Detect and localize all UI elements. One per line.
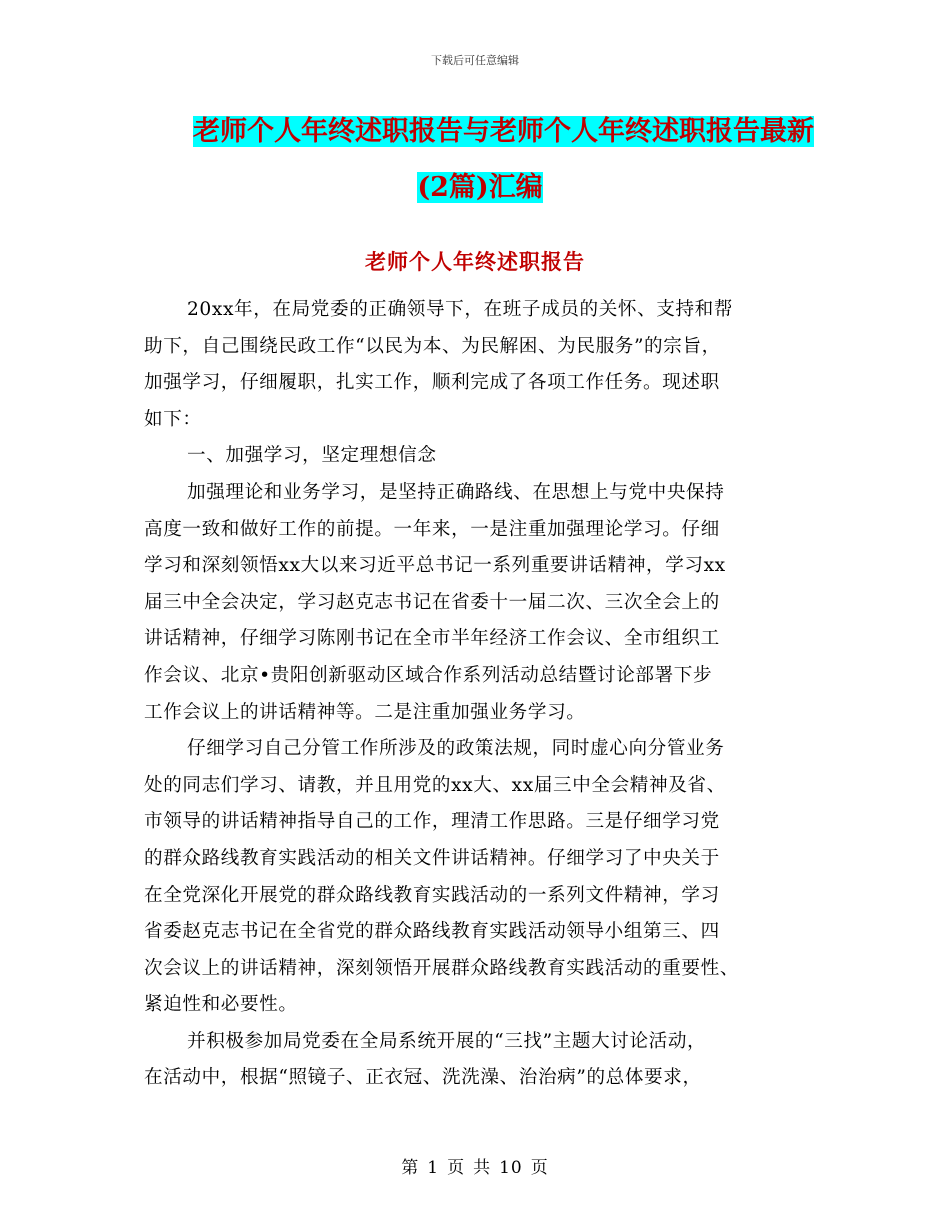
paragraph-line: 省委赵克志书记在全省党的群众路线教育实践活动领导小组第三、四 <box>144 921 720 943</box>
paragraph-line: 紧迫性和必要性。 <box>144 994 298 1016</box>
paragraph-line: 在活动中，根据“照镜子、正衣冠、洗洗澡、治治病”的总体要求， <box>144 1067 702 1089</box>
paragraph-line: 仔细学习自己分管工作所涉及的政策法规，同时虚心向分管业务 <box>187 738 725 760</box>
header-note: 下载后可任意编辑 <box>431 54 519 67</box>
title-line-1-text: 老师个人年终述职报告与老师个人年终述职报告最新 <box>193 116 814 147</box>
paragraph-line: 助下，自己围绕民政工作“以民为本、为民解困、为民服务”的宗旨， <box>144 335 721 357</box>
paragraph-line: 并积极参加局党委在全局系统开展的“三找”主题大讨论活动， <box>187 1030 707 1052</box>
footer-mid-2: 共 <box>473 1158 492 1178</box>
heading-line: 一、加强学习，坚定理想信念 <box>187 445 437 467</box>
paragraph-line: 学习和深刻领悟xx大以来习近平总书记一系列重要讲话精神，学习xx <box>144 555 726 577</box>
title-line-1 <box>150 104 850 160</box>
paragraph-line: 工作会议上的讲话精神等。二是注重加强业务学习。 <box>144 701 586 723</box>
document-title <box>150 104 850 216</box>
title-line-2-text: (2篇)汇编 <box>417 172 543 203</box>
paragraph-line: 次会议上的讲话精神，深刻领悟开展群众路线教育实践活动的重要性、 <box>144 957 740 979</box>
paragraph-line: 加强学习，仔细履职，扎实工作，顺利完成了各项工作任务。现述职 <box>144 372 720 394</box>
paragraph-line: 如下： <box>144 408 202 430</box>
paragraph-line: 在全党深化开展党的群众路线教育实践活动的一系列文件精神，学习 <box>144 884 720 906</box>
paragraph-line: 市领导的讲话精神指导自己的工作，理清工作思路。三是仔细学习党 <box>144 811 720 833</box>
paragraph-line: 高度一致和做好工作的前提。一年来，一是注重加强理论学习。仔细 <box>144 518 720 540</box>
paragraph-line: 处的同志们学习、请教，并且用党的xx大、xx届三中全会精神及省、 <box>144 774 726 796</box>
footer-total-pages: 10 <box>499 1158 523 1178</box>
paragraph-line: 届三中全会决定，学习赵克志书记在省委十一届二次、三次全会上的 <box>144 591 720 613</box>
footer-suffix: 页 <box>530 1158 549 1178</box>
section-title: 老师个人年终述职报告 <box>365 249 585 274</box>
page-footer <box>0 1153 950 1178</box>
footer-mid-1: 页 <box>447 1158 466 1178</box>
paragraph-line: 加强理论和业务学习，是坚持正确路线、在思想上与党中央保持 <box>187 481 725 503</box>
paragraph-line: 作会议、北京•贵阳创新驱动区域合作系列活动总结暨讨论部署下步 <box>144 664 713 686</box>
paragraph-line: 讲话精神，仔细学习陈刚书记在全市半年经济工作会议、全市组织工 <box>144 628 720 650</box>
title-line-2 <box>150 160 850 216</box>
footer-prefix: 第 <box>401 1158 420 1178</box>
footer-page-number: 1 <box>427 1158 440 1178</box>
paragraph-line: 的群众路线教育实践活动的相关文件讲话精神。仔细学习了中央关于 <box>144 847 720 869</box>
paragraph-line: 20xx年，在局党委的正确领导下，在班子成员的关怀、支持和帮 <box>187 299 734 320</box>
body-text <box>144 292 810 1097</box>
